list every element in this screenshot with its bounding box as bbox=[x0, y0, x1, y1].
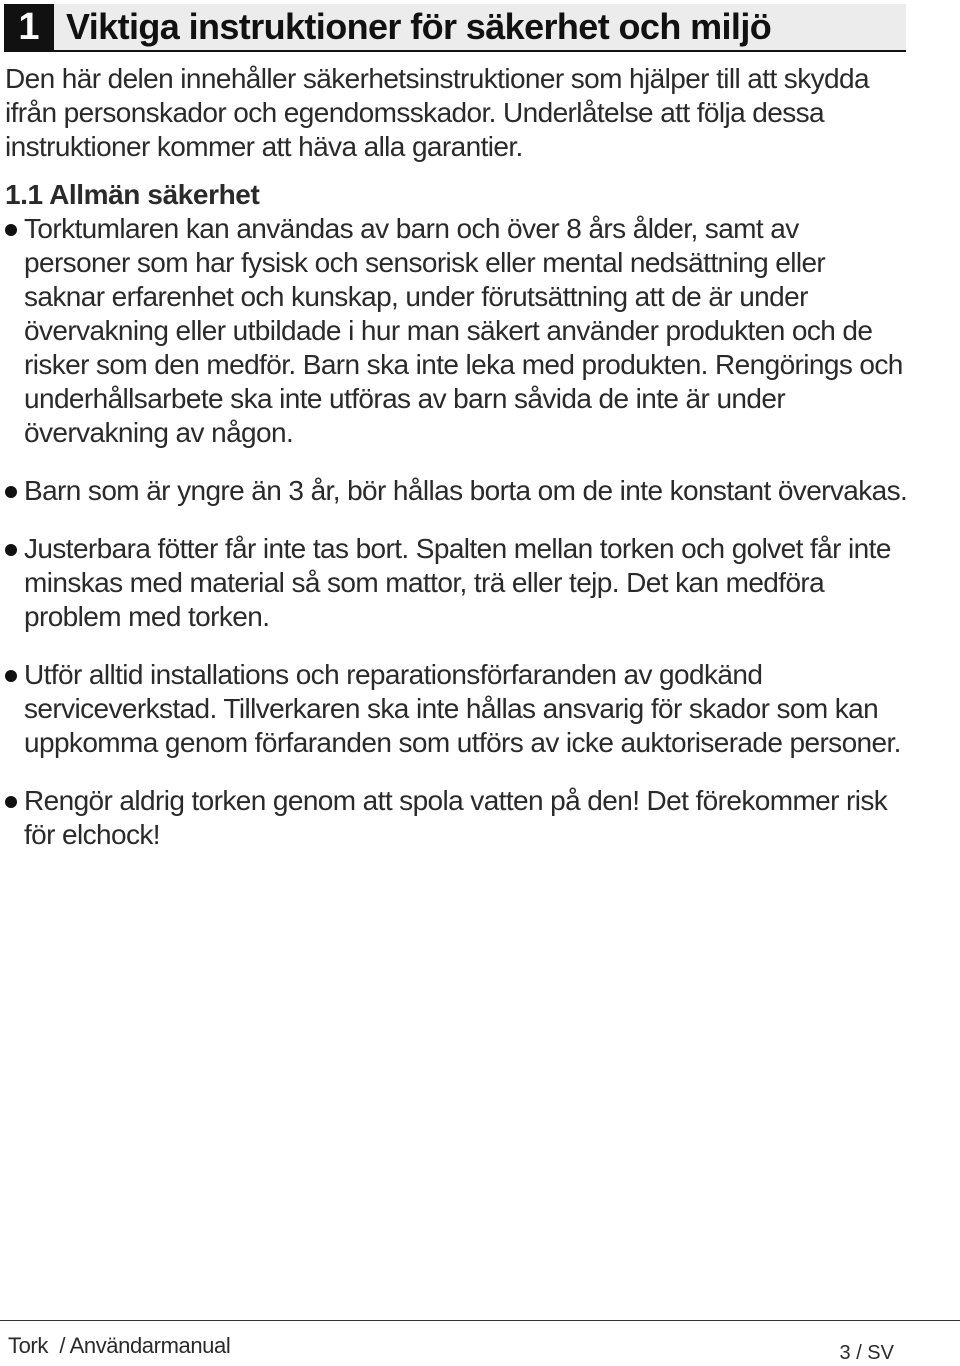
footer-manual-title: Tork / Användarmanual bbox=[8, 1333, 231, 1358]
bullet-icon bbox=[5, 486, 17, 498]
chapter-number: 1 bbox=[4, 4, 54, 50]
list-item bbox=[5, 784, 910, 852]
page-number: 3 / SV bbox=[839, 1342, 894, 1364]
intro-paragraph: Den här delen innehåller säkerhetsinstruktioner som hjälper till att skydda ifrån personskador och egendomsskador. Underlåtelse att följa dessa instruktioner kommer att häva alla garantier. bbox=[5, 63, 869, 162]
list-item bbox=[5, 532, 910, 634]
list-item bbox=[5, 658, 910, 760]
section-heading: 1.1 Allmän säkerhet bbox=[5, 179, 260, 210]
list-item-text: Barn som är yngre än 3 år, bör hållas borta om de inte konstant övervakas. bbox=[24, 475, 908, 506]
safety-bullet-list bbox=[5, 212, 910, 876]
bullet-icon bbox=[5, 544, 17, 556]
list-item bbox=[5, 474, 910, 508]
list-item-text: Torktumlaren kan användas av barn och över 8 års ålder, samt av personer som har fysisk och sensorisk eller mental nedsättning eller saknar erfarenhet och kunskap, under förutsättning att de är under övervakning eller utbildade i hur man säkert använder produkten och de risker som den medför. Barn ska inte leka med produkten. Rengörings och underhållsarbete ska inte utföras av barn såvida de inte är under övervakning av någon. bbox=[24, 213, 903, 448]
list-item-text: Rengör aldrig torken genom att spola vatten på den! Det förekommer risk för elchock! bbox=[24, 785, 888, 850]
list-item-text: Utför alltid installations och reparationsförfaranden av godkänd serviceverkstad. Tillverkaren ska inte hållas ansvarig för skador som kan uppkomma genom förfaranden som utförs av icke auktoriserade personer. bbox=[24, 659, 901, 758]
bullet-icon bbox=[5, 224, 17, 236]
chapter-header bbox=[4, 4, 906, 52]
list-item-text: Justerbara fötter får inte tas bort. Spalten mellan torken och golvet får inte minskas med material så som mattor, trä eller tejp. Det kan medföra problem med torken. bbox=[24, 533, 891, 632]
bullet-icon bbox=[5, 670, 17, 682]
chapter-title: Viktiga instruktioner för säkerhet och miljö bbox=[66, 6, 772, 47]
list-item bbox=[5, 212, 910, 450]
bullet-icon bbox=[5, 796, 17, 808]
footer-divider bbox=[0, 1320, 960, 1321]
